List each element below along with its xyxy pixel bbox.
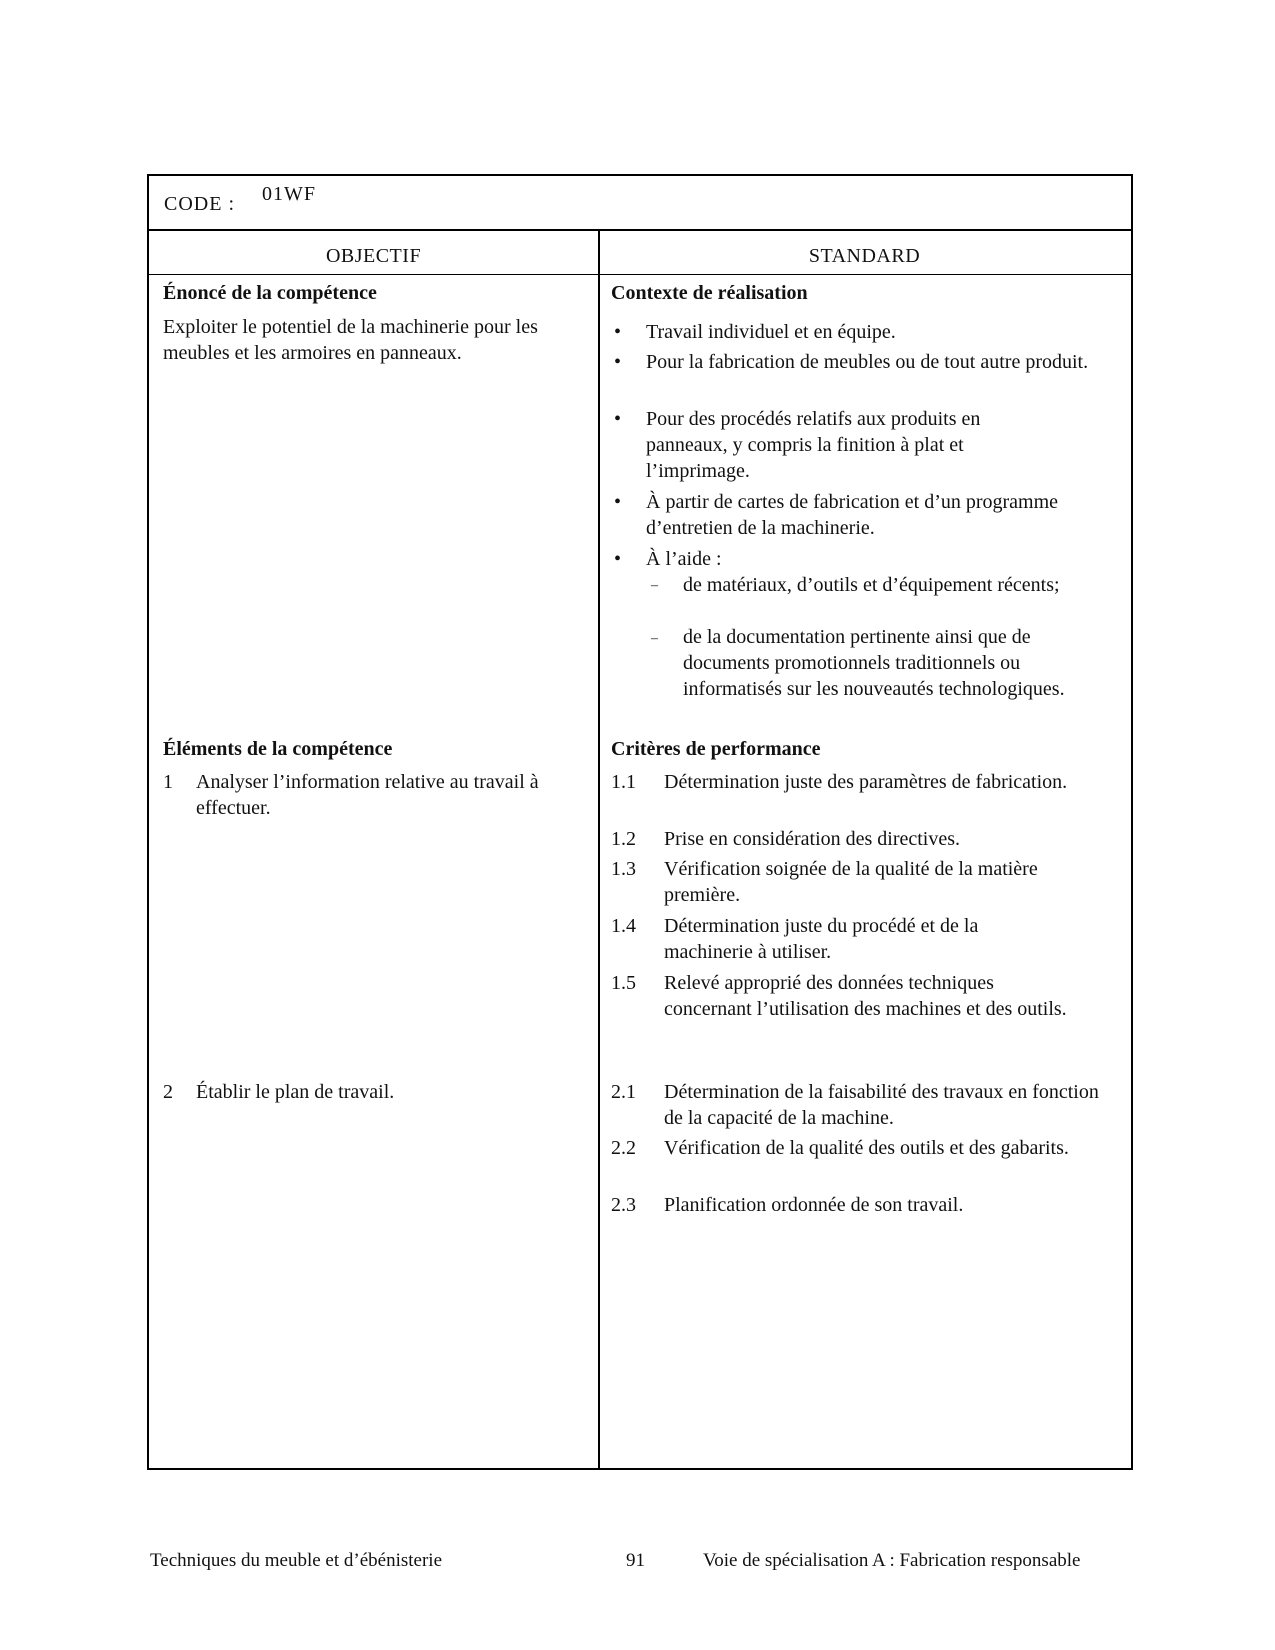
critere-number: 2.3 xyxy=(611,1194,636,1216)
dash-icon: – xyxy=(651,631,658,646)
element-number: 2 xyxy=(163,1081,173,1103)
bullet-icon: • xyxy=(614,321,622,343)
elements-title: Éléments de la compétence xyxy=(163,738,393,760)
critere-number: 1.4 xyxy=(611,915,636,937)
critere-number: 1.3 xyxy=(611,858,636,880)
critere-number: 2.2 xyxy=(611,1137,636,1159)
divider xyxy=(147,229,1131,231)
contexte-item: Travail individuel et en équipe. xyxy=(646,321,896,343)
critere-number: 1.1 xyxy=(611,771,636,793)
contexte-item: Pour la fabrication de meubles ou de tout autre produit. xyxy=(646,351,1089,373)
critere-number: 2.1 xyxy=(611,1081,636,1103)
contexte-title: Contexte de réalisation xyxy=(611,282,808,304)
footer-specialisation: Voie de spécialisation A : Fabrication responsable xyxy=(703,1550,1081,1571)
header-standard: STANDARD xyxy=(808,245,921,267)
critere-text: Vérification de la qualité des outils et des gabarits. xyxy=(664,1137,1069,1159)
dash-icon: – xyxy=(651,578,658,593)
critere-text: Vérification soignée de la qualité de la matière première. xyxy=(664,858,1038,906)
critere-text: Détermination juste du procédé et de la machinerie à utiliser. xyxy=(664,915,979,963)
critere-text: Détermination de la faisabilité des travaux en fonction de la capacité de la machine. xyxy=(664,1081,1099,1129)
contexte-item: À l’aide : xyxy=(646,548,722,570)
contexte-item: À partir de cartes de fabrication et d’un programme d’entretien de la machinerie. xyxy=(646,491,1059,539)
header-objectif: OBJECTIF xyxy=(325,245,422,267)
aide-item: de matériaux, d’outils et d’équipement récents; xyxy=(683,574,1060,596)
column-divider xyxy=(598,229,600,1468)
enonce-text: Exploiter le potentiel de la machinerie pour les meubles et les armoires en panneaux. xyxy=(163,316,538,364)
code-label: CODE : xyxy=(164,193,235,215)
page-number: 91 xyxy=(626,1550,645,1571)
critere-text: Détermination juste des paramètres de fabrication. xyxy=(664,771,1068,793)
element-text: Établir le plan de travail. xyxy=(196,1081,395,1103)
critere-text: Prise en considération des directives. xyxy=(664,828,961,850)
criteres-title: Critères de performance xyxy=(611,738,821,760)
element-text: Analyser l’information relative au travail à effectuer. xyxy=(196,771,539,819)
critere-number: 1.2 xyxy=(611,828,636,850)
critere-text: Planification ordonnée de son travail. xyxy=(664,1194,964,1216)
bullet-icon: • xyxy=(614,548,622,570)
bullet-icon: • xyxy=(614,491,622,513)
aide-item: de la documentation pertinente ainsi que de documents promotionnels traditionnels ou informatisés sur les nouveautés technologiques. xyxy=(683,626,1065,700)
divider xyxy=(147,274,1131,275)
contexte-item: Pour des procédés relatifs aux produits en panneaux, y compris la finition à plat et l’imprimage. xyxy=(646,408,981,482)
bullet-icon: • xyxy=(614,351,622,373)
enonce-title: Énoncé de la compétence xyxy=(163,282,377,304)
critere-number: 1.5 xyxy=(611,972,636,994)
element-number: 1 xyxy=(163,771,173,793)
code-value: 01WF xyxy=(262,183,316,205)
critere-text: Relevé approprié des données techniques concernant l’utilisation des machines et des outils. xyxy=(664,972,1067,1020)
footer-program: Techniques du meuble et d’ébénisterie xyxy=(150,1550,443,1571)
bullet-icon: • xyxy=(614,408,622,430)
